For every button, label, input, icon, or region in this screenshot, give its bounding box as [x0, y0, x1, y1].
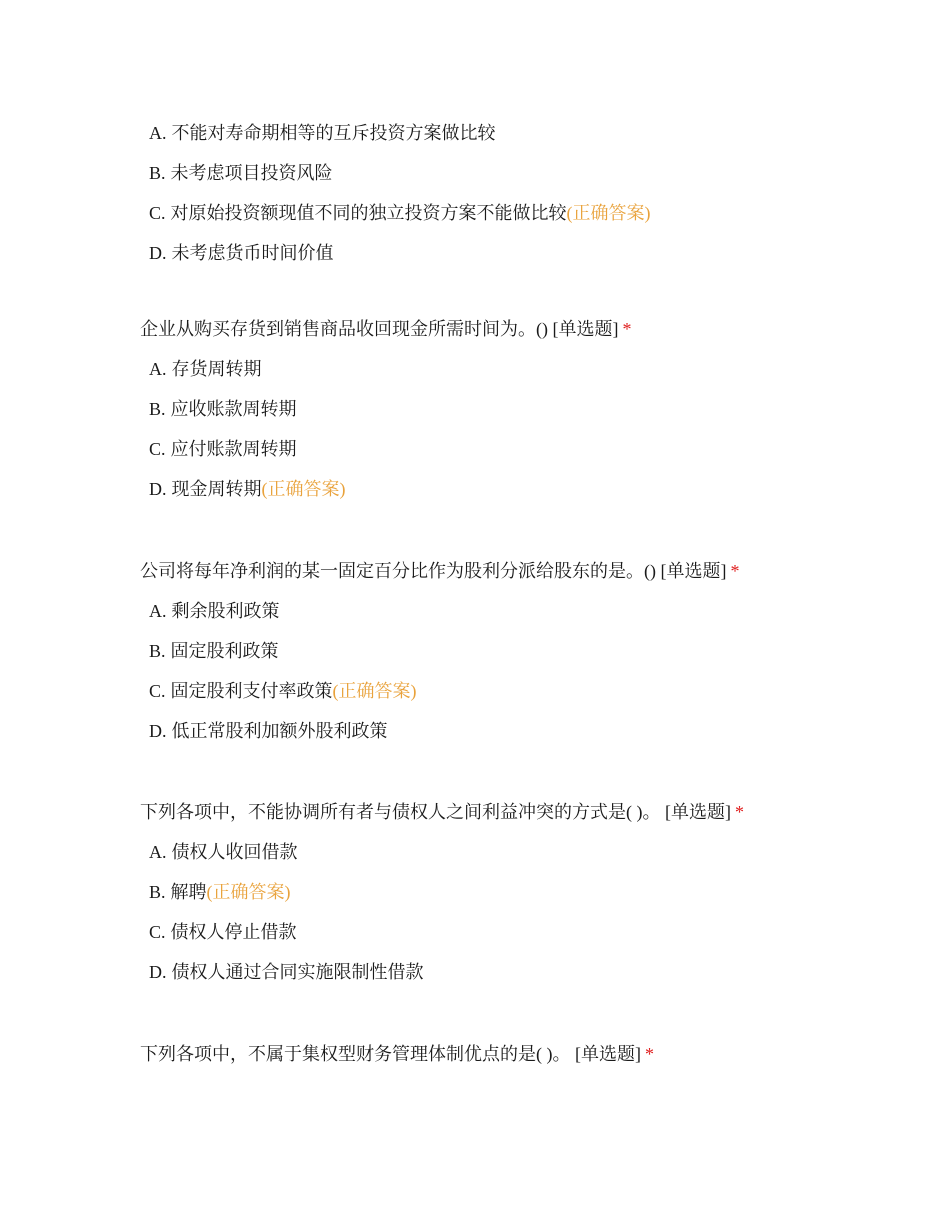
option-4b[interactable]: [149, 880, 900, 904]
option-letter: D.: [149, 721, 167, 741]
question-title: [140, 317, 900, 341]
option-1c[interactable]: [149, 201, 900, 225]
option-4d[interactable]: [149, 960, 900, 984]
question-type-label: [单选题]: [665, 802, 731, 822]
question-block-3: [140, 559, 900, 759]
option-letter: C.: [149, 439, 166, 459]
question-text: 企业从购买存货到销售商品收回现金所需时间为。(): [140, 319, 548, 339]
option-text: 现金周转期: [171, 479, 262, 499]
option-letter: A.: [149, 601, 167, 621]
option-text: 剩余股利政策: [171, 601, 280, 621]
option-letter: B.: [149, 882, 166, 902]
option-4a[interactable]: [149, 840, 900, 864]
question-title: [140, 559, 900, 583]
question-block-1: [140, 121, 900, 281]
option-letter: C.: [149, 922, 166, 942]
correct-answer-tag: (正确答案): [206, 882, 291, 902]
required-mark: *: [730, 561, 740, 581]
option-text: 固定股利支付率政策: [170, 681, 333, 701]
option-4c[interactable]: [149, 920, 900, 944]
question-block-5: [140, 1042, 900, 1082]
question-block-4: [140, 800, 900, 1000]
option-text: 债权人停止借款: [170, 922, 297, 942]
option-1b[interactable]: [149, 161, 900, 185]
required-mark: *: [645, 1044, 654, 1064]
option-text: 解聘: [170, 882, 207, 902]
required-mark: *: [735, 802, 744, 822]
question-text: 公司将每年净利润的某一固定百分比作为股利分派给股东的是。(): [140, 561, 656, 581]
question-title: [140, 1042, 900, 1066]
option-3b[interactable]: [149, 639, 900, 663]
question-block-2: [140, 317, 900, 517]
option-letter: D.: [149, 479, 167, 499]
option-3a[interactable]: [149, 599, 900, 623]
option-text: 对原始投资额现值不同的独立投资方案不能做比较: [170, 203, 567, 223]
option-text: 债权人通过合同实施限制性借款: [171, 962, 424, 982]
option-2d[interactable]: [149, 477, 900, 501]
option-1d[interactable]: [149, 241, 900, 265]
option-text: 应收账款周转期: [170, 399, 297, 419]
option-text: 不能对寿命期相等的互斥投资方案做比较: [171, 123, 496, 143]
correct-answer-tag: (正确答案): [332, 681, 417, 701]
option-letter: B.: [149, 641, 166, 661]
option-text: 固定股利政策: [170, 641, 279, 661]
option-text: 低正常股利加额外股利政策: [171, 721, 388, 741]
question-type-label: [单选题]: [552, 319, 619, 339]
option-letter: A.: [149, 842, 167, 862]
option-text: 应付账款周转期: [170, 439, 297, 459]
required-mark: *: [622, 319, 632, 339]
correct-answer-tag: (正确答案): [566, 203, 651, 223]
option-2b[interactable]: [149, 397, 900, 421]
question-title: [140, 800, 900, 824]
option-text: 未考虑货币时间价值: [171, 243, 334, 263]
option-letter: C.: [149, 203, 166, 223]
option-1a[interactable]: [149, 121, 900, 145]
question-type-label: [单选题]: [660, 561, 727, 581]
option-letter: B.: [149, 163, 166, 183]
option-3d[interactable]: [149, 719, 900, 743]
option-letter: D.: [149, 243, 167, 263]
option-letter: C.: [149, 681, 166, 701]
option-text: 债权人收回借款: [171, 842, 298, 862]
question-text: 下列各项中，不属于集权型财务管理体制优点的是( )。: [140, 1044, 571, 1064]
option-2c[interactable]: [149, 437, 900, 461]
option-3c[interactable]: [149, 679, 900, 703]
option-letter: A.: [149, 123, 167, 143]
question-type-label: [单选题]: [575, 1044, 641, 1064]
option-text: 存货周转期: [171, 359, 262, 379]
question-text: 下列各项中，不能协调所有者与债权人之间利益冲突的方式是( )。: [140, 802, 661, 822]
correct-answer-tag: (正确答案): [261, 479, 346, 499]
option-letter: A.: [149, 359, 167, 379]
option-letter: B.: [149, 399, 166, 419]
option-2a[interactable]: [149, 357, 900, 381]
option-letter: D.: [149, 962, 167, 982]
option-text: 未考虑项目投资风险: [170, 163, 333, 183]
